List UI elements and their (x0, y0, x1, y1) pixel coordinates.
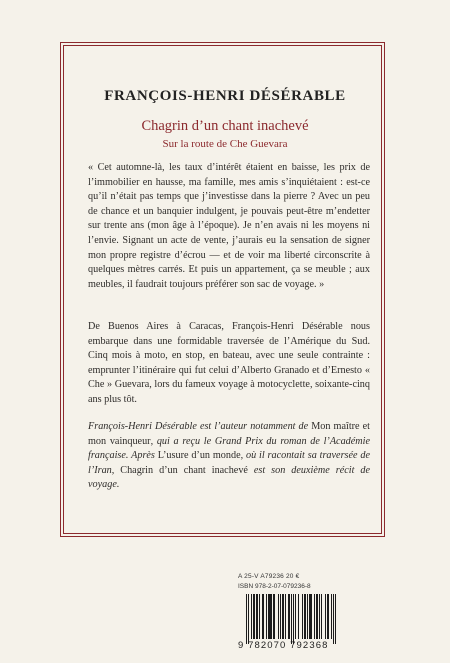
bio-text: , qui a reçu le Grand Prix du roman de l’Académie française. Après (88, 435, 370, 462)
bio-text: François-Henri Désérable est l’auteur notamment de (88, 421, 312, 432)
bio-text: , où il racontait sa traversée de l’Iran, (88, 450, 371, 476)
barcode-block (238, 573, 383, 652)
isbn-line: ISBN 978-2-07-079236-8 (238, 583, 311, 590)
bio-book-title: Chagrin d’un chant inachevé (120, 464, 248, 476)
price-code-line: A 25-V A79236 20 € (238, 573, 300, 580)
summary-paragraph: De Buenos Aires à Caracas, François-Henri Désérable nous embarque dans une formidable traversée de l’Amérique du Sud. Cinq mois à moto, en stop, en bateau, avec une seule contrainte : emprunter l’itinéraire qui fut celui d’Alberto Granado et d’Ernesto « Che » Guevara, lors du fameux voyage à motocyclette, soixante-cinq ans plus tôt. (88, 321, 370, 405)
barcode-digits: 9 782070 792368 (238, 640, 329, 651)
bio-text: est son deuxième récit de voyage. (88, 464, 370, 491)
barcode-bar (335, 594, 336, 644)
author-bio-paragraph (88, 420, 370, 493)
barcode-bars (246, 594, 378, 639)
book-title: Chagrin d’un chant inachevé (141, 118, 309, 134)
barcode (238, 594, 383, 652)
author-name: FRANÇOIS-HENRI DÉSÉRABLE (104, 88, 346, 104)
bio-book-title: L’usure d’un monde (157, 450, 241, 462)
bio-book-title: Mon maître et mon vainqueur (88, 421, 371, 447)
quote-paragraph: « Cet automne-là, les taux d’intérêt étaient en baisse, les prix de l’immobilier en hausse, ma famille, mes amis s’inquiétaient : est-ce qu’il n’était pas temps que j’investisse dans la pierre ? Avec un peu de chance et un banquier indulgent, je pouvais peut-être m’endetter sur trente ans (mon âge à l’époque). Je n’en avais ni les moyens ni l’envie. Signant un acte de vente, j’aurais eu la sensation de signer mon propre registre d’écrou — et de voir ma liberté circonscrite à quelques mètres carrés. Et puis un appartement, ça se meuble ; aux meubles, il faudrait toujours préférer son sac de voyage. » (88, 162, 370, 290)
book-subtitle: Sur la route de Che Guevara (162, 138, 288, 150)
